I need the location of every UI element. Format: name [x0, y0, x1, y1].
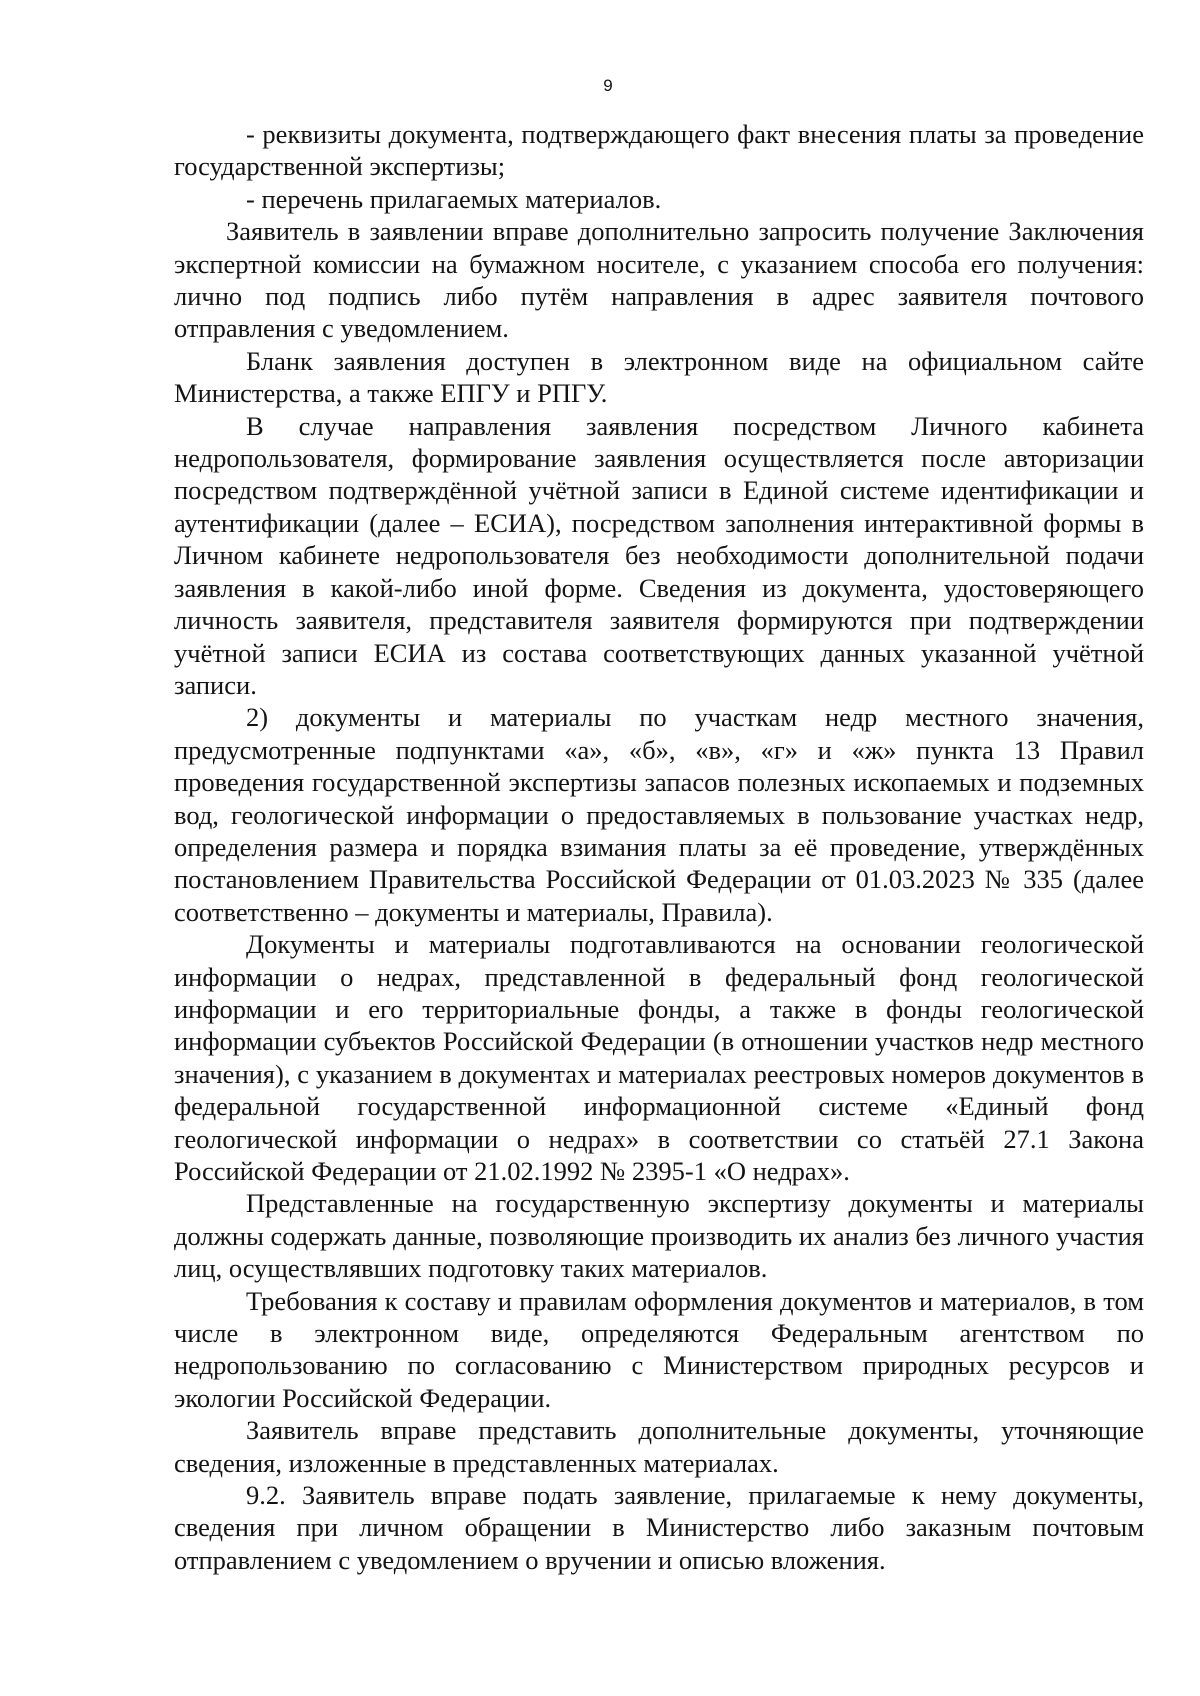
paragraph-data-requirements: Представленные на государственную экспертизу документы и материалы должны содержать данные, позволяющие производить их анализ без личного участия лиц, осуществлявших подготовку таких материалов. — [174, 1188, 1144, 1284]
paragraph-application-form: Бланк заявления доступен в электронном виде на официальном сайте Министерства, а также ЕПГУ и РПГУ. — [174, 345, 1144, 409]
page-number: 9 — [603, 76, 613, 95]
paragraph-materials-list: - перечень прилагаемых материалов. — [246, 183, 662, 214]
paragraph-paper-conclusion: Заявитель в заявлении вправе дополнительно запросить получение Заключения экспертной комиссии на бумажном носителе, с указанием способа его получения: лично под подпись либо путём направления в адрес заявителя почтового отправления с уведомлением. — [174, 216, 1144, 344]
paragraph-additional-documents: Заявитель вправе представить дополнительные документы, уточняющие сведения, изложенные в представленных материалах. — [174, 1415, 1144, 1478]
paragraph-requisites: - реквизиты документа, подтверждающего факт внесения платы за проведение государственной экспертизы; — [174, 119, 1144, 182]
paragraph-item-2: 2) документы и материалы по участкам недр местного значения, предусмотренные подпунктами «а», «б», «в», «г» и «ж» пункта 13 Правил проведения государственной экспертизы запасов полезных ископаемых и подземных вод, геологической информации о предоставляемых в пользование участках недр, определения размера и порядка взимания платы за её проведение, утверждённых постановлением Правительства Российской Федерации от 01.03.2023 № 335 (далее соответственно – документы и материалы, Правила). — [174, 702, 1144, 927]
paragraph-personal-account: В случае направления заявления посредством Личного кабинета недропользователя, формирование заявления осуществляется после авторизации посредством подтверждённой учётной записи в Единой системе идентификации и аутентификации (далее – ЕСИА), посредством заполнения интерактивной формы в Личном кабинете недропользователя без необходимости дополнительной подачи заявления в какой-либо иной форме. Сведения из документа, удостоверяющего личность заявителя, представителя заявителя формируются при подтверждении учётной записи ЕСИА из состава соответствующих данных указанной учётной записи. — [174, 410, 1144, 700]
paragraph-9-2: 9.2. Заявитель вправе подать заявление, прилагаемые к нему документы, сведения при личном обращении в Министерство либо заказным почтовым отправлением с уведомлением о вручении и описью вложения. — [174, 1480, 1144, 1575]
paragraph-format-requirements: Требования к составу и правилам оформления документов и материалов, в том числе в электронном виде, определяются Федеральным агентством по недропользованию по согласованию с Министерством природных ресурсов и экологии Российской Федерации. — [174, 1285, 1144, 1413]
document-body — [174, 118, 1144, 1576]
paragraph-geological-info: Документы и материалы подготавливаются на основании геологической информации о недрах, представленной в федеральный фонд геологической информации и его территориальные фонды, а также в фонды геологической информации субъектов Российской Федерации (в отношении участков недр местного значения), с указанием в документах и материалах реестровых номеров документов в федеральной государственной информационной системе «Единый фонд геологической информации о недрах» в соответствии со статьёй 27.1 Закона Российской Федерации от 21.02.1992 № 2395-1 «О недрах». — [174, 929, 1144, 1186]
